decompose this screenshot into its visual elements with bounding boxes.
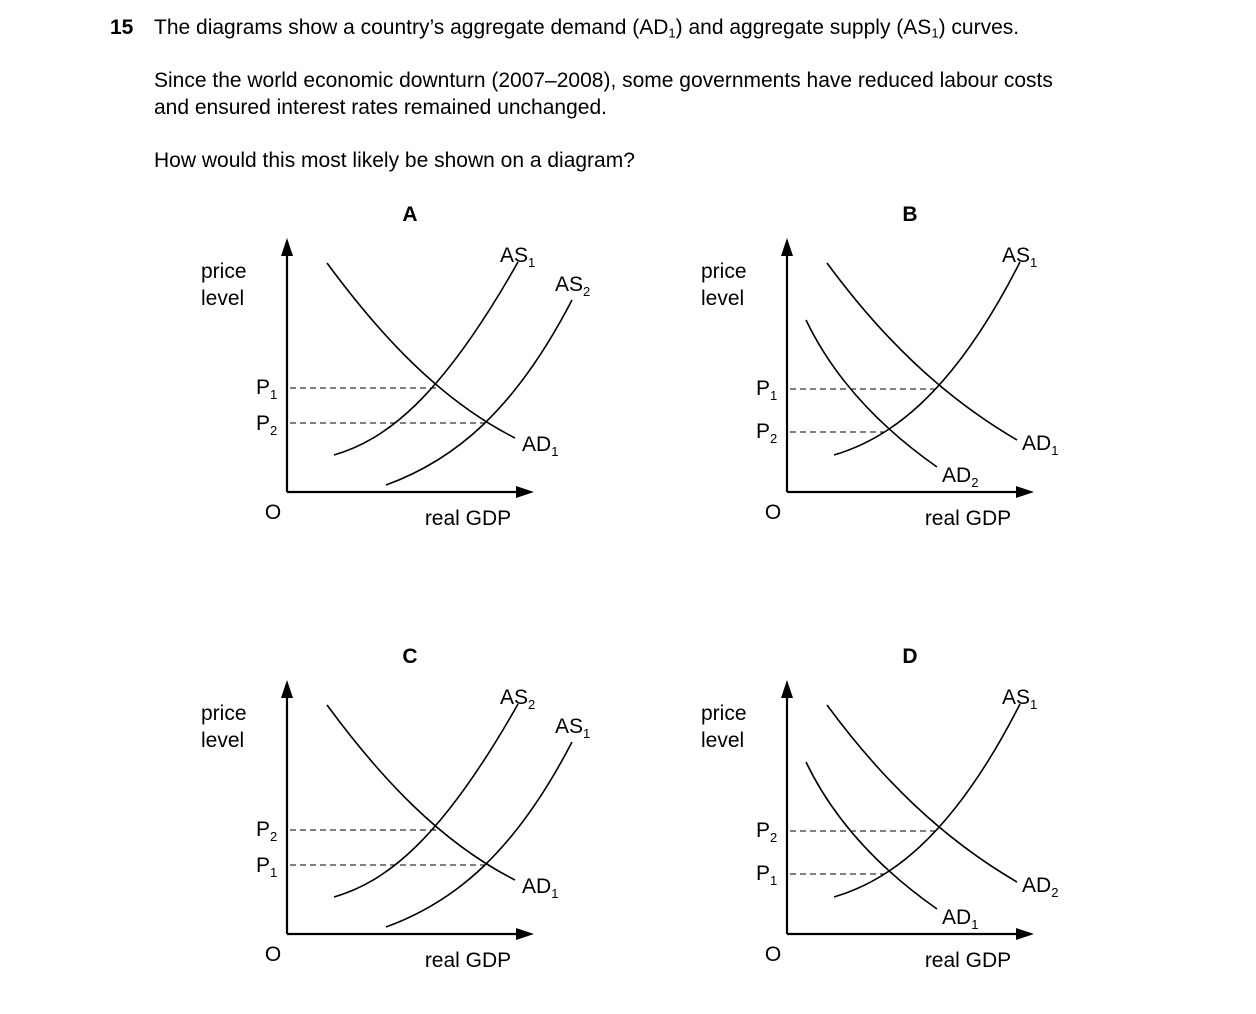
y-axis-label-line1: price [201, 260, 247, 283]
demand-curve-inner [806, 762, 937, 909]
demand-label-sub: 1 [551, 886, 559, 901]
diagram-letter: A [402, 203, 418, 226]
demand-curve-outer [827, 263, 1017, 440]
supply-label-upper-sub: 1 [528, 255, 536, 270]
origin-label: O [264, 501, 282, 524]
price-label-upper-base: P [256, 818, 271, 841]
supply-curve-lower [386, 300, 572, 485]
question-intro-part1: The diagrams show a country’s aggregate demand (AD [154, 16, 669, 39]
price-label-upper-sub: 2 [770, 830, 778, 845]
demand-label-base: AD [522, 433, 552, 456]
price-label-upper [256, 818, 277, 844]
supply-label-upper-base: AS [500, 244, 529, 267]
demand-curve-inner [806, 320, 937, 467]
y-axis-label-line2: level [201, 729, 245, 752]
supply-label-upper [500, 686, 535, 712]
x-axis-arrow-icon [1016, 928, 1034, 940]
price-label-lower-sub: 1 [770, 873, 778, 888]
price-label-lower [756, 862, 777, 888]
x-axis-arrow-icon [516, 486, 534, 498]
question-intro-sub1: 1 [668, 25, 676, 41]
question-context-line2: and ensured interest rates remained unchanged. [154, 96, 607, 119]
y-axis-arrow-icon [281, 238, 293, 256]
price-label-upper [756, 819, 777, 845]
demand-label-outer-base: AD [1022, 432, 1052, 455]
price-label-lower-sub: 1 [270, 865, 278, 880]
demand-label [522, 875, 558, 901]
demand-label-inner [942, 906, 978, 932]
supply-label-sub: 1 [1030, 255, 1038, 270]
x-axis-label: real GDP [924, 507, 1012, 530]
demand-label-inner-base: AD [942, 464, 972, 487]
demand-label-outer-sub: 2 [1051, 885, 1059, 900]
price-label-upper-base: P [756, 819, 771, 842]
origin-label: O [764, 501, 782, 524]
price-label-lower [756, 420, 777, 446]
supply-curve-upper [334, 704, 518, 897]
price-label-lower [256, 412, 277, 438]
price-label-upper-sub: 1 [270, 387, 278, 402]
price-label-upper-sub: 2 [270, 829, 278, 844]
supply-label-lower-sub: 1 [583, 726, 591, 741]
y-axis-label-line2: level [201, 287, 245, 310]
supply-label-lower [555, 715, 590, 741]
demand-label-outer-sub: 1 [1051, 443, 1059, 458]
supply-curve [834, 704, 1020, 897]
demand-label-inner [942, 464, 978, 490]
price-label-lower-base: P [756, 420, 771, 443]
price-label-lower-sub: 2 [270, 423, 278, 438]
x-axis-arrow-icon [516, 928, 534, 940]
question-intro-part3: ) curves. [938, 16, 1020, 39]
demand-label-outer [1022, 874, 1058, 900]
price-label-lower [256, 854, 277, 880]
diagram-b [701, 203, 1058, 530]
supply-label-base: AS [1002, 244, 1031, 267]
price-label-lower-base: P [256, 854, 271, 877]
diagram-d [701, 645, 1058, 972]
diagram-letter: D [902, 645, 918, 668]
question-prompt: How would this most likely be shown on a diagram? [154, 149, 635, 172]
supply-label-upper-sub: 2 [528, 697, 536, 712]
demand-label-outer [1022, 432, 1058, 458]
supply-label-lower-sub: 2 [583, 284, 591, 299]
price-label-upper-base: P [256, 376, 271, 399]
supply-label-base: AS [1002, 686, 1031, 709]
demand-curve [327, 263, 515, 438]
price-label-upper-base: P [756, 377, 771, 400]
question-number: 15 [110, 16, 134, 39]
demand-label [522, 433, 558, 459]
origin-label: O [764, 943, 782, 966]
price-label-upper [256, 376, 277, 402]
y-axis-label-line2: level [701, 729, 745, 752]
y-axis-label-line1: price [201, 702, 247, 725]
y-axis-label-line2: level [701, 287, 745, 310]
price-label-lower-sub: 2 [770, 431, 778, 446]
y-axis-label-line1: price [701, 702, 747, 725]
x-axis-label: real GDP [424, 949, 512, 972]
supply-label-lower-base: AS [555, 715, 584, 738]
demand-label-inner-base: AD [942, 906, 972, 929]
demand-label-inner-sub: 2 [971, 475, 979, 490]
x-axis-arrow-icon [1016, 486, 1034, 498]
diagram-letter: C [402, 645, 418, 668]
demand-label-base: AD [522, 875, 552, 898]
y-axis-arrow-icon [781, 680, 793, 698]
demand-curve [327, 705, 515, 880]
supply-label-upper [500, 244, 535, 270]
question-context-line1: Since the world economic downturn (2007–2008), some governments have reduced labour costs [154, 69, 1053, 92]
supply-label [1002, 244, 1037, 270]
question-intro-sub2: 1 [931, 25, 939, 41]
price-label-lower-base: P [756, 862, 771, 885]
demand-label-inner-sub: 1 [971, 917, 979, 932]
y-axis-arrow-icon [281, 680, 293, 698]
supply-curve [834, 262, 1020, 455]
price-label-lower-base: P [256, 412, 271, 435]
demand-label-outer-base: AD [1022, 874, 1052, 897]
price-label-upper-sub: 1 [770, 388, 778, 403]
supply-label [1002, 686, 1037, 712]
supply-label-lower [555, 273, 590, 299]
supply-label-upper-base: AS [500, 686, 529, 709]
supply-label-sub: 1 [1030, 697, 1038, 712]
question-intro-part2: ) and aggregate supply (AS [675, 16, 932, 39]
x-axis-label: real GDP [424, 507, 512, 530]
origin-label: O [264, 943, 282, 966]
y-axis-arrow-icon [781, 238, 793, 256]
supply-curve-upper [334, 262, 518, 455]
price-label-upper [756, 377, 777, 403]
supply-curve-lower [386, 742, 572, 927]
supply-label-lower-base: AS [555, 273, 584, 296]
demand-label-sub: 1 [551, 444, 559, 459]
diagram-a [201, 203, 590, 530]
diagram-letter: B [902, 203, 918, 226]
x-axis-label: real GDP [924, 949, 1012, 972]
y-axis-label-line1: price [701, 260, 747, 283]
demand-curve-outer [827, 705, 1017, 882]
diagram-c [201, 645, 590, 972]
